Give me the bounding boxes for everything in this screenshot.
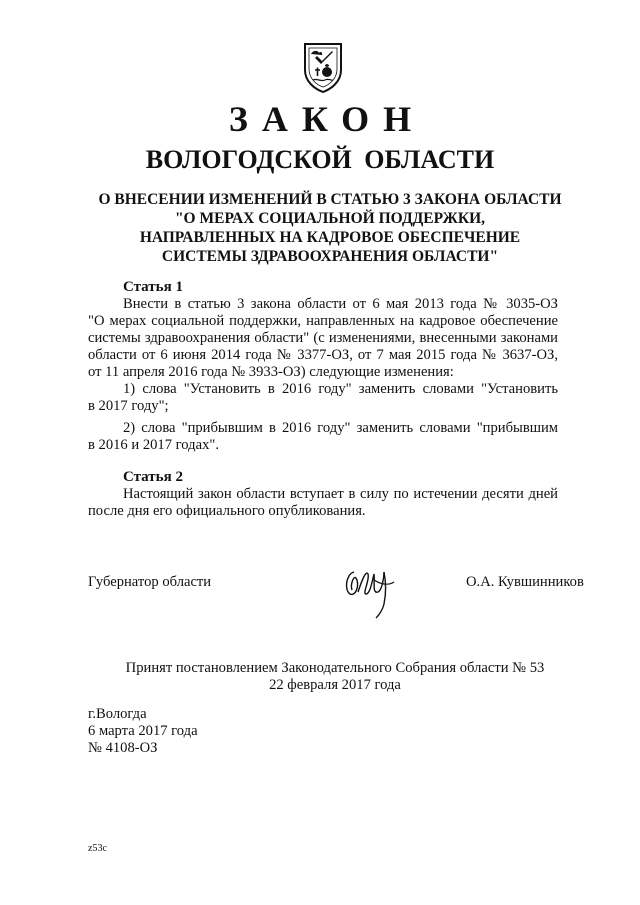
signature-image [340, 560, 406, 620]
article-1-line: "О мерах социальной поддержки, направленных на кадровое обеспечение [88, 313, 558, 329]
article-1-title: Статья 1 [123, 279, 183, 295]
law-heading-line: НАПРАВЛЕННЫХ НА КАДРОВОЕ ОБЕСПЕЧЕНИЕ [139, 229, 521, 246]
article-1-line: от 11 апреля 2016 года № 3933-ОЗ) следующие изменения: [88, 364, 454, 380]
article-1-line: в 2017 году"; [88, 398, 169, 414]
governor-label: Губернатор области [88, 574, 212, 590]
article-1-line: системы здравоохранения области" (с изменениями, внесенными законами [88, 330, 558, 346]
article-1-line: 2) слова "прибывшим в 2016 году" заменить словами "прибывшим [123, 420, 558, 436]
law-number: № 4108-ОЗ [88, 740, 158, 756]
place-date-block [88, 706, 198, 757]
article-2-line: после дня его официального опубликования. [88, 503, 366, 519]
law-heading [80, 190, 580, 266]
law-heading-line: О ВНЕСЕНИИ ИЗМЕНЕНИЙ В СТАТЬЮ 3 ЗАКОНА ОБЛАСТИ [98, 191, 562, 208]
article-1-line: области от 6 июня 2014 года № 3377-ОЗ, от 7 мая 2015 года № 3637-ОЗ, [88, 347, 558, 363]
article-2-body [88, 486, 558, 520]
article-2-title: Статья 2 [123, 469, 183, 485]
article-1-body [88, 296, 558, 454]
article-2-line: Настоящий закон области вступает в силу по истечении десяти дней [123, 486, 558, 502]
governor-name: О.А. Кувшинников [466, 574, 584, 590]
coat-of-arms-icon [301, 40, 345, 94]
document-title: ЗАКОН [228, 99, 426, 139]
article-1-line: Внести в статью 3 закона области от 6 мая 2013 года № 3035-ОЗ [123, 296, 558, 312]
article-1-line: в 2016 и 2017 годах". [88, 437, 219, 453]
adoption-line: Принят постановлением Законодательного Собрания области № 53 [125, 660, 545, 676]
adoption-note [0, 660, 640, 694]
adoption-line: 22 февраля 2017 года [269, 677, 401, 693]
document-code: z53c [88, 843, 107, 854]
law-heading-line: "О МЕРАХ СОЦИАЛЬНОЙ ПОДДЕРЖКИ, [174, 210, 486, 227]
law-heading-line: СИСТЕМЫ ЗДРАВООХРАНЕНИЯ ОБЛАСТИ" [161, 248, 499, 265]
document-subtitle: ВОЛОГОДСКОЙ ОБЛАСТИ [145, 145, 495, 174]
article-1-line: 1) слова "Установить в 2016 году" заменить словами "Установить [123, 381, 558, 397]
signing-date: 6 марта 2017 года [88, 723, 198, 739]
city: г.Вологда [88, 706, 147, 722]
